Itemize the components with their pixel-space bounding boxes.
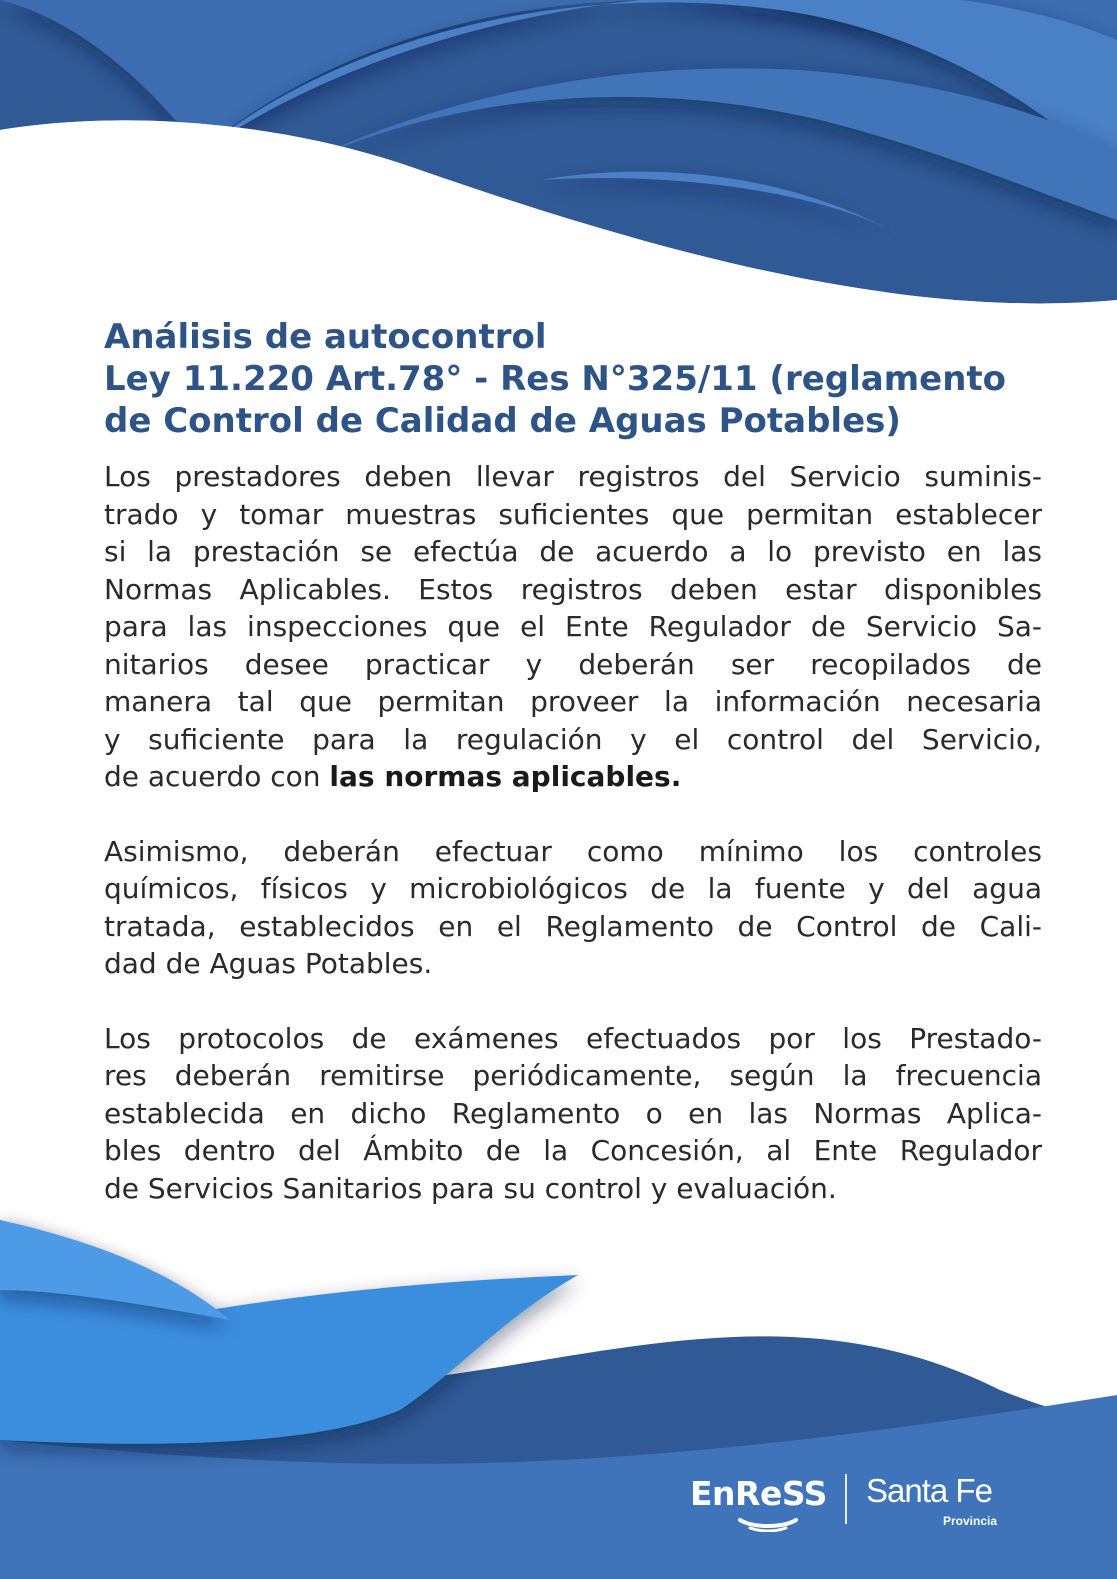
text-line: de Servicios Sanitarios para su control y evaluación. <box>104 1171 837 1205</box>
text-line: trado y tomar muestras suficientes que permitan establecer <box>104 497 1042 531</box>
main-content <box>104 316 1042 1207</box>
text-line: para las inspecciones que el Ente Regulador de Servicio Sa- <box>104 610 1042 643</box>
text-line: dad de Aguas Potables. <box>104 947 433 980</box>
provincia-label: Provincia <box>943 1514 998 1528</box>
paragraph-protocolos <box>104 1020 1042 1208</box>
text-line: Normas Aplicables. Estos registros deben estar disponibles <box>104 572 1042 606</box>
emphasis-normas: las normas aplicables. <box>329 760 682 793</box>
text-line: y suficiente para la regulación y el control del Servicio, <box>104 722 1042 756</box>
text-line: tratada, establecidos en el Reglamento de Control de Cali- <box>104 909 1042 943</box>
paragraph-registros <box>104 458 1042 796</box>
text-line: manera tal que permitan proveer la información necesaria <box>104 685 1042 718</box>
santa-fe-logo: Santa Fe <box>866 1472 992 1509</box>
text-prefix: de acuerdo con <box>104 760 330 793</box>
page-title <box>104 316 1042 442</box>
footer-logos <box>690 1470 1030 1540</box>
text-line: res deberán remitirse periódicamente, según la frecuencia <box>104 1059 1042 1092</box>
text-line: si la prestación se efectúa de acuerdo a lo previsto en las <box>104 535 1042 568</box>
enress-logo: EnReSS <box>690 1474 827 1513</box>
text-line: Los protocolos de exámenes efectuados por los Prestado- <box>104 1021 1042 1055</box>
text-line: químicos, físicos y microbiológicos de la fuente y del agua <box>104 872 1042 905</box>
text-line: Los prestadores deben llevar registros del Servicio suminis- <box>104 460 1042 493</box>
logo-divider <box>845 1474 847 1524</box>
text-line: Asimismo, deberán efectuar como mínimo los controles <box>104 834 1042 868</box>
title-line: Ley 11.220 Art.78° - Res N°325/11 (reglamento <box>104 359 1007 399</box>
enress-wave-icon <box>738 1516 798 1532</box>
text-line-last <box>104 758 1042 796</box>
text-line: nitarios desee practicar y deberán ser recopilados de <box>104 647 1042 681</box>
paragraph-controles <box>104 833 1042 983</box>
text-line: establecida en dicho Reglamento o en las Normas Aplica- <box>104 1096 1042 1130</box>
text-line: bles dentro del Ámbito de la Concesión, al Ente Regulador <box>104 1134 1042 1167</box>
title-line: de Control de Calidad de Aguas Potables) <box>104 401 901 441</box>
title-line: Análisis de autocontrol <box>104 317 547 357</box>
